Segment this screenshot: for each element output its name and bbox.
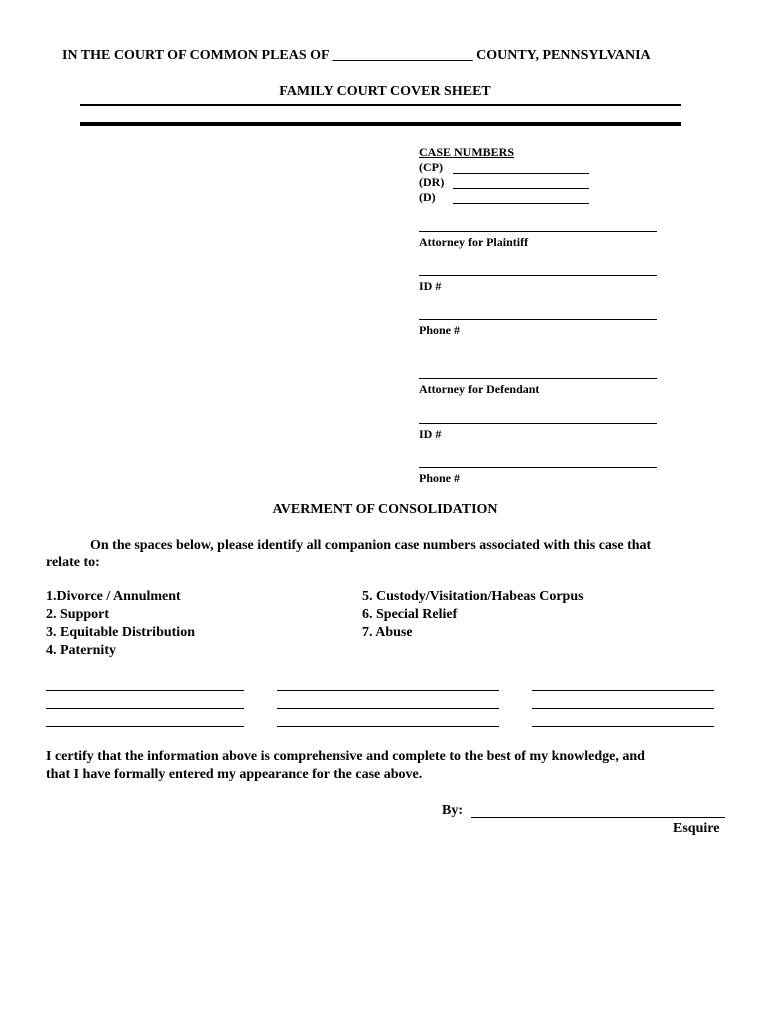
certification-line2: that I have formally entered my appearance for the case above. (46, 767, 423, 782)
defendant-phone-field[interactable] (419, 467, 657, 468)
county-suffix: COUNTY, PENNSYLVANIA (476, 48, 651, 63)
county-blank[interactable]: ____________________ (332, 48, 473, 63)
plaintiff-phone-label: Phone # (419, 323, 461, 337)
companion-case-field[interactable] (46, 690, 244, 691)
page-title: FAMILY COURT COVER SHEET (279, 84, 491, 99)
averment-instruction-line1: On the spaces below, please identify all companion case numbers associated with this case that (90, 538, 652, 553)
plaintiff-attorney-field[interactable] (419, 231, 657, 232)
defendant-id-label: ID # (419, 427, 442, 441)
defendant-attorney-label: Attorney for Defendant (419, 382, 540, 396)
case-type-list-left (46, 588, 195, 660)
case-type-equitable-distribution: 3. Equitable Distribution (46, 625, 195, 640)
plaintiff-phone-field[interactable] (419, 319, 657, 320)
court-heading (62, 48, 651, 64)
case-type-paternity: 4. Paternity (46, 643, 116, 658)
signature-field[interactable] (471, 817, 725, 818)
case-type-list-right (362, 588, 584, 642)
companion-case-field[interactable] (532, 708, 714, 709)
case-number-dr-field[interactable] (453, 175, 589, 189)
case-type-divorce: 1.Divorce / Annulment (46, 589, 181, 604)
case-number-d-label: (D) (419, 190, 436, 204)
case-type-special-relief: 6. Special Relief (362, 607, 458, 622)
companion-case-field[interactable] (46, 726, 244, 727)
companion-case-field[interactable] (277, 726, 499, 727)
plaintiff-attorney-label: Attorney for Plaintiff (419, 235, 529, 249)
plaintiff-id-field[interactable] (419, 275, 657, 276)
plaintiff-id-label: ID # (419, 279, 442, 293)
case-number-cp-field[interactable] (453, 160, 589, 174)
certification-line1: I certify that the information above is comprehensive and complete to the best of my knowledge, and (46, 749, 645, 764)
defendant-id-field[interactable] (419, 423, 657, 424)
averment-instruction-line2: relate to: (46, 555, 100, 570)
averment-title: AVERMENT OF CONSOLIDATION (272, 502, 498, 517)
case-number-d-field[interactable] (453, 190, 589, 204)
case-number-dr-label: (DR) (419, 175, 445, 189)
companion-case-field[interactable] (46, 708, 244, 709)
companion-case-field[interactable] (277, 690, 499, 691)
case-numbers-heading: CASE NUMBERS (419, 145, 515, 159)
case-type-support: 2. Support (46, 607, 110, 622)
court-prefix: IN THE COURT OF COMMON PLEAS OF (62, 48, 330, 63)
companion-case-field[interactable] (277, 708, 499, 709)
defendant-phone-label: Phone # (419, 471, 461, 485)
header-divider-thin (80, 104, 681, 106)
case-type-abuse: 7. Abuse (362, 625, 413, 640)
esquire-label: Esquire (673, 821, 720, 836)
defendant-attorney-field[interactable] (419, 378, 657, 379)
case-type-custody: 5. Custody/Visitation/Habeas Corpus (362, 589, 584, 604)
companion-case-field[interactable] (532, 726, 714, 727)
case-number-cp-label: (CP) (419, 160, 443, 174)
signature-by-label: By: (442, 803, 463, 818)
header-divider-thick (80, 122, 681, 126)
companion-case-field[interactable] (532, 690, 714, 691)
